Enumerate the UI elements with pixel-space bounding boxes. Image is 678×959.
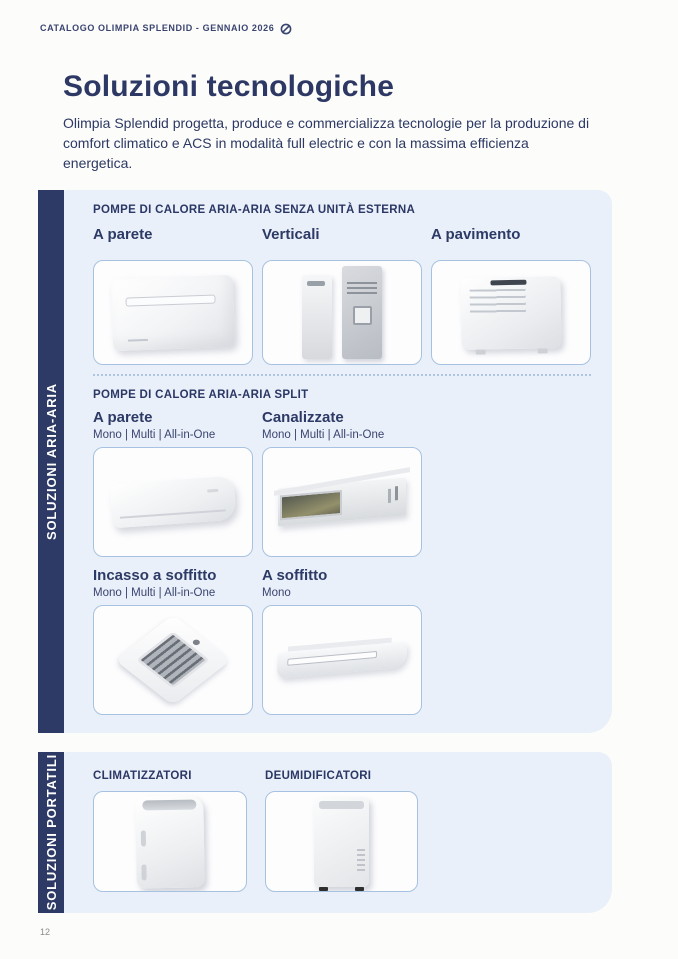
portatili-cards-row bbox=[93, 791, 612, 892]
ceiling-cassette-product-image bbox=[115, 615, 231, 705]
product-card-deumidificatore bbox=[265, 791, 418, 892]
dotted-separator bbox=[93, 374, 591, 376]
product-label-verticali: Verticali bbox=[262, 226, 320, 243]
product-label-a-parete: A parete bbox=[93, 226, 153, 243]
split-labels-row-2 bbox=[93, 567, 612, 599]
group-heading-climatizzatori: CLIMATIZZATORI bbox=[93, 770, 192, 782]
floor-console-product-image bbox=[460, 276, 561, 350]
vertical-tower-left bbox=[302, 275, 332, 359]
dehumidifier-product-image bbox=[314, 797, 369, 887]
sidebar-aria-aria bbox=[38, 190, 64, 733]
portatili-headings-row bbox=[93, 770, 612, 782]
group-heading-split: POMPE DI CALORE ARIA-ARIA SPLIT bbox=[93, 389, 309, 401]
vertical-towers-product-image bbox=[302, 266, 382, 359]
sidebar-portatili bbox=[38, 752, 64, 913]
olimpia-splendid-logo-icon bbox=[280, 22, 292, 34]
page-header bbox=[40, 22, 292, 34]
split-label-incasso-a-soffitto: Incasso a soffitto Mono | Multi | All-in-One bbox=[93, 567, 217, 599]
vertical-tower-right bbox=[342, 266, 382, 359]
sidebar-portatili-label: SOLUZIONI PORTATILI bbox=[43, 754, 59, 911]
product-card-incasso-a-soffitto bbox=[93, 605, 253, 715]
ducted-unit-product-image bbox=[278, 477, 406, 526]
section-aria-aria bbox=[38, 190, 612, 733]
catalog-header-text: CATALOGO OLIMPIA SPLENDID - GENNAIO 2026 bbox=[40, 23, 275, 33]
split-label-a-parete: A parete Mono | Multi | All-in-One bbox=[93, 409, 216, 441]
floor-console-feet bbox=[476, 349, 486, 354]
portable-air-conditioner-product-image bbox=[135, 795, 205, 888]
split-cards-row-1 bbox=[93, 447, 612, 557]
product-card-climatizzatore-portatile bbox=[93, 791, 247, 892]
product-card-a-parete-monobloc bbox=[93, 260, 253, 365]
wall-monobloc-product-image bbox=[111, 274, 235, 350]
wall-split-product-image bbox=[110, 476, 237, 529]
product-card-a-pavimento bbox=[431, 260, 591, 365]
group-heading-deumidificatori: DEUMIDIFICATORI bbox=[265, 770, 372, 782]
product-card-verticali bbox=[262, 260, 422, 365]
sidebar-aria-aria-label: SOLUZIONI ARIA-ARIA bbox=[43, 383, 59, 540]
intro-paragraph: Olimpia Splendid progetta, produce e commercializza tecnologie per la produzione di comfort climatico e ACS in modalità full electric e con la massima efficienza energetica. bbox=[63, 115, 590, 171]
product-card-canalizzate bbox=[262, 447, 422, 557]
monobloc-labels-row bbox=[93, 226, 612, 243]
ceiling-mounted-product-image bbox=[277, 641, 408, 679]
product-card-a-soffitto bbox=[262, 605, 422, 715]
monobloc-cards-row bbox=[93, 260, 612, 365]
aria-aria-content bbox=[64, 190, 612, 733]
page-title: Soluzioni tecnologiche bbox=[63, 70, 395, 103]
page-number: 12 bbox=[40, 927, 51, 937]
ducted-unit-top-plate bbox=[274, 467, 410, 496]
group-heading-senza-unita-esterna: POMPE DI CALORE ARIA-ARIA SENZA UNITÀ ESTERNA bbox=[93, 204, 416, 216]
portatili-content bbox=[64, 752, 612, 913]
split-cards-row-2 bbox=[93, 605, 612, 715]
section-portatili bbox=[38, 752, 612, 913]
split-labels-row-1 bbox=[93, 409, 612, 441]
split-label-canalizzate: Canalizzate Mono | Multi | All-in-One bbox=[262, 409, 385, 441]
product-card-split-a-parete bbox=[93, 447, 253, 557]
product-label-a-pavimento: A pavimento bbox=[431, 226, 521, 243]
split-label-a-soffitto: A soffitto Mono bbox=[262, 567, 328, 599]
dehumidifier-grille bbox=[357, 849, 365, 871]
